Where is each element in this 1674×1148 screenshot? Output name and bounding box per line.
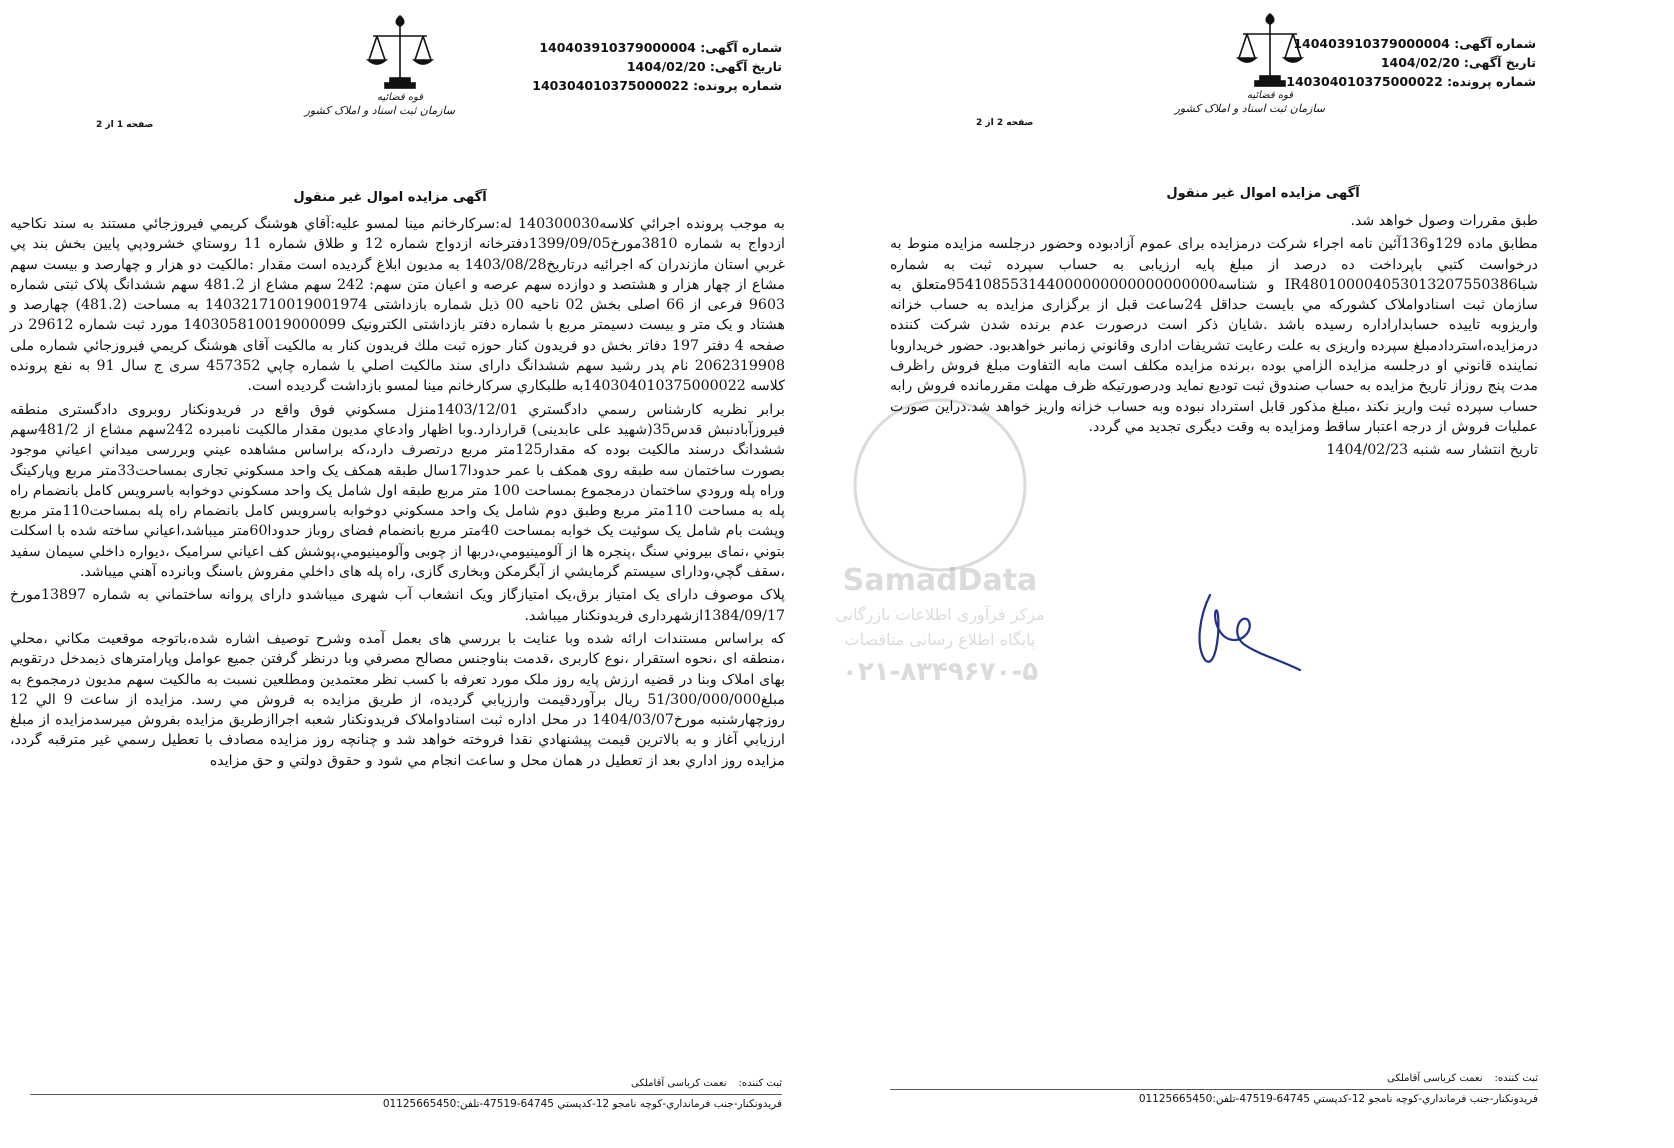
- organization-name: سازمان ثبت اسناد و املاک کشور: [1174, 102, 1325, 115]
- notice-date-value: 1404/02/20: [1380, 55, 1460, 70]
- page-number: صفحه 1 از 2: [96, 120, 154, 130]
- watermark-brand: SamadData: [842, 563, 1038, 598]
- notice-body: [10, 214, 785, 774]
- footer-divider: [890, 1089, 1538, 1090]
- judiciary-name: قوه قضائیه: [1246, 90, 1294, 101]
- registrar-label: ثبت كننده:: [1494, 1073, 1538, 1084]
- notice-page-2: [880, 0, 1674, 1148]
- registrar-name: نعمت كرباسی آقاملكی: [1387, 1073, 1483, 1084]
- office-address: فريدونكنار-جنب فرمانداري-كوچه نامجو 12-كدپستي 64745-47519-تلفن:01125665450: [1138, 1093, 1538, 1105]
- page-footer: [30, 1077, 782, 1111]
- page-footer: [890, 1072, 1538, 1106]
- judiciary-logo: [304, 12, 455, 117]
- registrar-row: [30, 1077, 782, 1091]
- justice-scales-icon: [1235, 10, 1305, 90]
- notice-date-label: تاریخ آگهی:: [709, 59, 782, 74]
- notice-date-row: [538, 57, 782, 76]
- body-paragraph: به موجب پرونده اجرائي كلاسه140300030 له:سركارخانم مينا لمسو عليه:آقاي هوشنگ كريمي فيروزجائي مستند به سند نكاحيه ازدواج به شماره 3810مورخ1399/09/05دفترخانه ازدواج شماره 12 و طلاق شماره 11 روستاي خشرودپي پايين بخش بند پي غربي استان مازندران كه اجرائيه درتاريخ1403/08/28 به مديون ابلاغ گرديده است مقدار :مالكيت دو هزار و چهارصد و بيست سهم مشاع از چهار هزار و هشتصد و دوازده سهم عرصه و اعيان متن سهم: 242 سهم مشاع از 481.2 سهم ششدانگ پلاک ثبتی شماره 9603 فرعی از 66 اصلی بخش 02 ناحيه 00 ذيل شماره بازداشتی 140321710019001974 به مساحت (481.2) چهارصد و هشتاد و يک متر و بيست دسيمتر مربع با شماره دفتر بازداشتی الکترونيک 140305810019000099 مورد ثبت شماره 29612 در صفحه 4 دفتر 197 دفاتر بخش دو فريدون كنار حوزه ثبت ملك فريدون كنار به مالكيت آقای هوشنگ كريمي فيروزجائي شماره ملی 2062319908 نام پدر رشيد سهم ششدانگ دارای سند مالکيت اصلي با شماره چاپي 457352 سری ج سال 91 به نفع پرونده كلاسه 140304010375000022به طلبكاري سركارخانم مينا لمسو بازداشت گرديده است.: [10, 216, 786, 395]
- organization-name: سازمان ثبت اسناد و املاک کشور: [304, 104, 455, 117]
- office-address: فريدونكنار-جنب فرمانداري-كوچه نامجو 12-كدپستي 64745-47519-تلفن:01125665450: [382, 1098, 782, 1110]
- case-number-label: شماره پرونده:: [693, 78, 782, 93]
- footer-divider: [30, 1094, 782, 1095]
- notice-header-info: [1286, 34, 1536, 91]
- registrar-label: ثبت كننده:: [738, 1078, 782, 1089]
- case-number-row: [1286, 72, 1536, 91]
- watermark-line2: پایگاه اطلاع رسانی مناقصات: [844, 630, 1036, 649]
- notice-number-label: شماره آگهی:: [1454, 36, 1536, 51]
- notice-date-value: 1404/02/20: [626, 59, 706, 74]
- notice-header-info: [532, 38, 782, 95]
- registrar-name: نعمت كرباسی آقاملكی: [631, 1078, 727, 1089]
- notice-number-value: 140403910379000004: [1293, 36, 1450, 51]
- body-paragraph: مطابق ماده 129و136آئين نامه اجراء شركت درمزايده برای عموم آزادبوده وحضور درجلسه مزايده منوط به درخواست كتبي باپرداخت ده درصد از مبلغ پايه ارزيابی به حساب سپرده ثبت به شماره شباIR480100004053013207550386 و شناسه954108553144000000000000000000متعلق به سازمان ثبت اسنادواملاک كشوركه مي بايست حداقل 24ساعت قبل از برگزاری مزايده به حساب خزانه واريزوبه تاييده حسابداراداره رسيده باشد .شايان ذكر است درصورت عدم برنده شدن شركت كننده درمزايده،استردادمبلغ سپرده واريزی به علت رعايت تشريفات اداری وقانوني زمانبر خواهدبود. حضور خريداروبا نماينده قانوني او درجلسه مزايده الزامي بوده ،برنده مزايده مكلف است مابه التفاوت مبلغ فروش راظرف مدت پنج روزاز تاريخ مزايده به حساب صندوق ثبت توديع نمايد ودرصورتيكه ظرف مهلت مقررمانده فروش رابه حساب سپرده ثبت واريز نكند ،مبلغ مذكور قابل استرداد نبوده وبه حساب خزانه واريز خواهد شد.دراين صورت عمليات فروش از درجه اعتبار ساقط ومزايده به وقت ديگری تجديد مي گردد.: [890, 236, 1539, 435]
- case-number-row: [532, 76, 782, 95]
- registrar-row: [890, 1072, 1538, 1086]
- body-paragraph: طبق مقررات وصول خواهد شد.: [1350, 213, 1538, 229]
- notice-number-label: شماره آگهی:: [700, 40, 782, 55]
- notice-number-row: [1293, 34, 1536, 53]
- handwritten-signature: [1180, 575, 1310, 685]
- notice-date-row: [1336, 53, 1536, 72]
- watermark-phone: ۰۲۱-۸۳۴۹۶۷۰-۵: [841, 657, 1039, 687]
- document-title: آگهی مزایده اموال غیر منقول: [1166, 186, 1360, 201]
- publish-date: تاريخ انتشار سه شنبه 1404/02/23: [1326, 442, 1538, 459]
- watermark-line1: مرکز فرآوری اطلاعات بازرگانی: [835, 605, 1045, 624]
- notice-date-label: تاریخ آگهی:: [1463, 55, 1536, 70]
- justice-scales-icon: [365, 12, 435, 92]
- page-number: صفحه 2 از 2: [976, 118, 1034, 128]
- notice-number-row: [538, 38, 782, 57]
- notice-body: [890, 211, 1538, 464]
- document-title: آگهی مزایده اموال غیر منقول: [293, 190, 487, 205]
- case-number-label: شماره پرونده:: [1447, 74, 1536, 89]
- case-number-value: 140304010375000022: [1286, 74, 1443, 89]
- judiciary-name: قوه قضائیه: [376, 92, 424, 103]
- case-number-value: 140304010375000022: [532, 78, 689, 93]
- body-paragraph: برابر نظريه كارشناس رسمي دادگستري 1403/12/01منزل مسكوني فوق واقع در فريدونكنار روبروی دادگستری منطقه فيروزآبادنبش قدس35(شهيد علی عابدينی) قراردارد.وبا اظهار وادعاي مديون مقدار مالكيت نامبرده 242سهم مشاع از 481/2سهم ششدانگ درسند مالكيت بوده كه مقدار125متر مربع درتصرف دارد،كه براساس مشاهده عيني وبررسی ميداني اعياني موجود بصورت ساختمان سه طبقه روی همكف با عمر حدودا17سال طبقه همكف يک واحد مسكوني تجاری بمساحت33متر مربع وپاركينگ وراه پله ورودي ساختمان درمجموع بمساحت 100 متر مربع طبقه اول شامل يک واحد مسكوني دوخوابه باسرويس كامل بانضمام راه پله به مساحت 110متر مربع وطبق دوم شامل يک واحد مسكوني دوخوابه باسرويس كامل بانضمام راه پله بمساحت110متر مربع وپشت بام شامل يک سوئيت يک خوابه بمساحت 40متر مربع بانضمام فضای روباز حدودا60متر ميباشد،اعياني ساخته شده با اسكلت بتوني ،نمای بيروني سنگ ،پنجره ها از آلومينيومي،دربها از چوبی وآلومينيومي،پوشش كف اعياني سراميک ،ديواره داخلي سيمان سفيد ،سقف گچي،ودارای سيستم گرمايشي از آبگرمكن وبخاری گازی، راه پله های داخلي مفروش باسنگ وبانرده آهني ميباشد.: [10, 401, 786, 581]
- notice-number-value: 140403910379000004: [539, 40, 696, 55]
- body-paragraph: كه براساس مستندات ارائه شده وبا عنايت با بررسي های بعمل آمده وشرح توصيف اشاره شده،باتوجه موقعيت مكاني ،محلي ،منطقه ای ،نحوه استقرار ،نوع كاربری ،قدمت بناوجنس مصالح مصرفي وبا درنظر گرفتن جميع عوامل وپارامترهای ذيمدخل درتقويم بهای املاک وبنا در قضيه ارزش پايه روز ملک مورد تعرفه با كسب نظر معتمدين ومطلعين نسبت به مالكيت سهم مديون درمجموع به مبلغ51/300/000/000 ريال برآوردقيمت وارزيابي گرديده، از طريق مزايده به فروش مي رسد. مزايده از ساعت 9 الي 12 روزچهارشنبه مورخ1404/03/07 در محل اداره ثبت اسنادواملاک فريدونكنار شعبه اجراازطريق مزايده بفروش ميرسدمزايده از مبلغ ارزيابي آغاز و به بالاترين قيمت پيشنهادي نقدا فروخته خواهد شد و چنانچه روز مزايده مصادف با تعطيل رسمي غير مترقبه گردد، مزايده روز اداري بعد از تعطيل در همان محل و ساعت انجام مي شود و حقوق دولتي و حق مزايده: [10, 630, 786, 769]
- body-paragraph: پلاک موصوف دارای يک امتياز برق،يک امتيازگاز ويک انشعاب آب شهری ميباشدو دارای پروانه ساختماني به شماره 13897مورخ 1384/09/17ازشهرداری فريدونكنار ميباشد.: [10, 587, 785, 624]
- judiciary-logo: [1174, 10, 1325, 115]
